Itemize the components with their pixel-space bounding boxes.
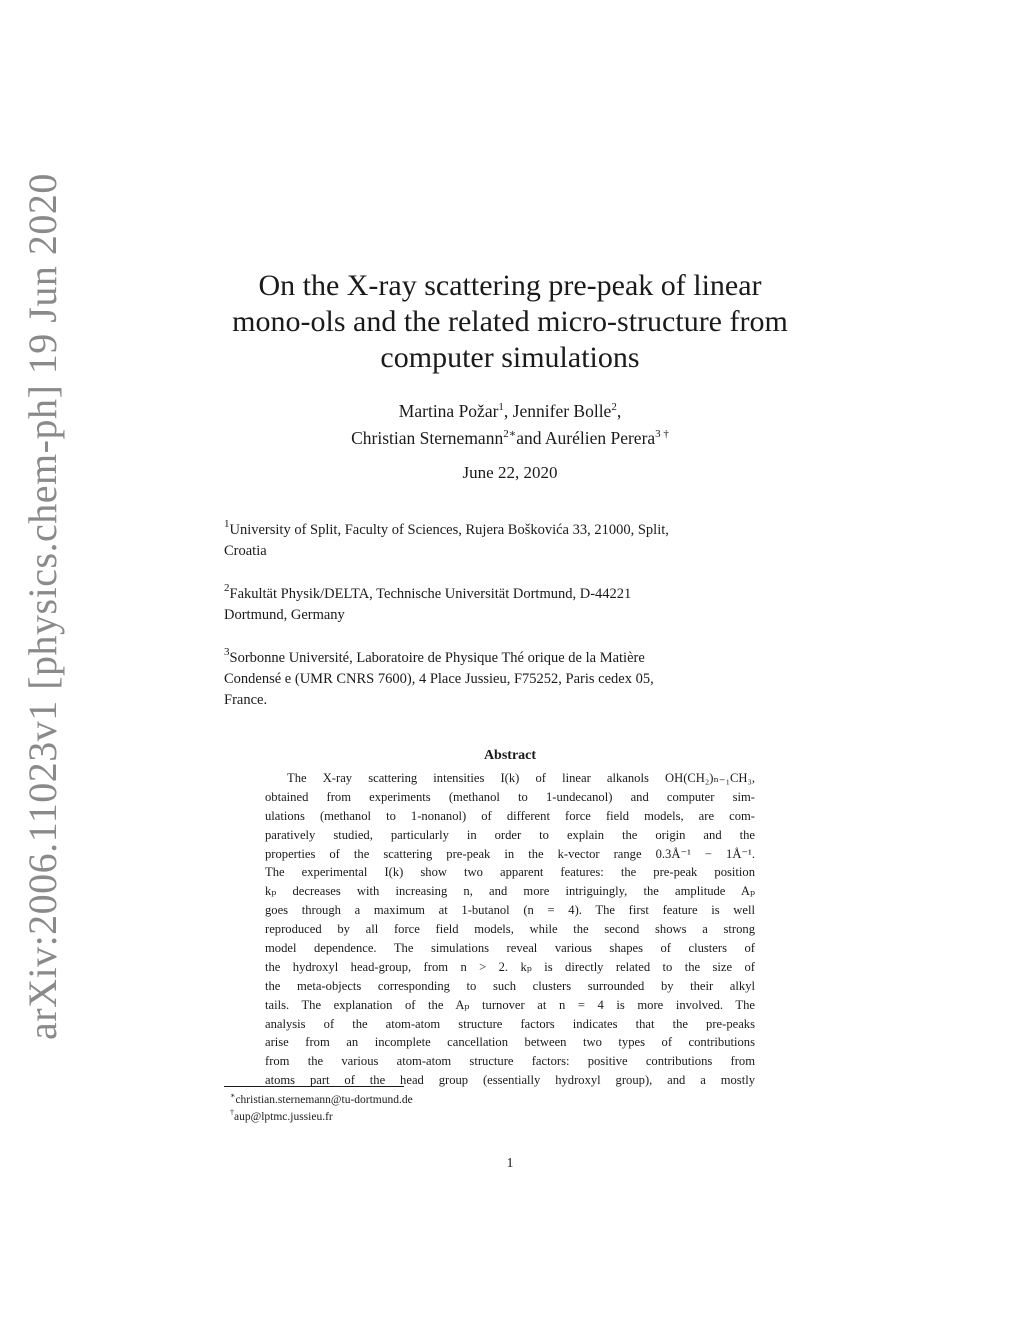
- footnote-divider: [224, 1086, 404, 1087]
- abstract-line: reproduced by all force field models, while the second shows a strong: [265, 922, 755, 937]
- publication-date: June 22, 2020: [462, 463, 558, 482]
- author-line: [230, 425, 790, 452]
- abstract-line: properties of the scattering pre-peak in the k-vector range 0.3Å⁻¹ − 1Å⁻¹.: [265, 846, 755, 861]
- affiliation-3: [224, 648, 769, 711]
- title-line: mono-ols and the related micro-structure from: [232, 305, 788, 338]
- affiliation-number: 1: [224, 518, 230, 530]
- arxiv-identifier: arXiv:2006.11023v1 [physics.chem-ph] 19 Jun 2020: [20, 173, 65, 1040]
- affiliation-text: Fakultät Physik/DELTA, Technische Universität Dortmund, D-44221: [229, 586, 632, 602]
- abstract-heading: Abstract: [483, 748, 537, 763]
- footnote-mark: †: [230, 1108, 234, 1117]
- affiliation-line: Dortmund, Germany: [224, 607, 345, 623]
- paper-title: [200, 268, 820, 376]
- abstract-line: ulations (methanol to 1-nonanol) of different force field models, are com-: [265, 808, 755, 823]
- title-line: On the X-ray scattering pre-peak of linear: [258, 269, 762, 302]
- affiliation-line: [224, 520, 769, 541]
- affiliation-number: 3: [224, 646, 230, 658]
- author-line: [230, 398, 790, 425]
- affiliation-line: Croatia: [224, 543, 267, 559]
- affiliation-line: France.: [224, 692, 268, 708]
- abstract-line: tails. The explanation of the Aₚ turnover at n = 4 is more involved. The: [265, 997, 755, 1012]
- affiliation-number: 2: [224, 582, 230, 594]
- abstract-line: arise from an incomplete cancellation between two types of contributions: [265, 1035, 755, 1050]
- footnote-email: [230, 1109, 630, 1126]
- abstract-line: analysis of the atom-atom structure factors indicates that the pre-peaks: [265, 1016, 755, 1031]
- abstract-line: model dependence. The simulations reveal various shapes of clusters of: [265, 941, 755, 956]
- footnote-email: [230, 1092, 630, 1109]
- abstract-line: kₚ decreases with increasing n, and more intriguingly, the amplitude Aₚ: [265, 884, 755, 899]
- author-separator: ,: [616, 401, 622, 421]
- footnotes: [230, 1092, 630, 1126]
- page-number: 1: [506, 1156, 514, 1171]
- title-line: computer simulations: [380, 341, 640, 374]
- affiliation-text: University of Split, Faculty of Sciences, Rujera Boškovića 33, 21000, Split,: [229, 522, 669, 538]
- affiliation-2: [224, 584, 769, 626]
- affiliation-mark: 1: [498, 401, 504, 413]
- footnote-mark: ∗: [230, 1091, 236, 1100]
- abstract-line: atoms part of the head group (essentially hydroxyl group), and a mostly: [265, 1073, 755, 1088]
- affiliation-1: [224, 520, 769, 562]
- abstract-line: from the various atom-atom structure factors: positive contributions from: [265, 1054, 755, 1069]
- author-name: Martina Požar: [398, 401, 499, 421]
- author-list: [230, 398, 790, 452]
- abstract-line: The X-ray scattering intensities I(k) of linear alkanols OH(CH₂)ₙ₋₁CH₃,: [287, 771, 755, 785]
- affiliation-mark: 3 †: [655, 428, 669, 440]
- affiliation-mark: 2∗: [503, 428, 517, 440]
- abstract-line: paratively studied, particularly in order to explain the origin and the: [265, 827, 755, 842]
- affiliation-line: [224, 584, 769, 605]
- abstract-line: the meta-objects corresponding to such clusters surrounded by their alkyl: [265, 978, 755, 993]
- affiliation-mark: 2: [611, 401, 617, 413]
- abstract-line: the hydroxyl head-group, from n > 2. kₚ is directly related to the size of: [265, 959, 755, 974]
- affiliation-line: Condensé e (UMR CNRS 7600), 4 Place Jussieu, F75252, Paris cedex 05,: [224, 671, 654, 687]
- affiliation-line: [224, 648, 769, 669]
- abstract-line: goes through a maximum at 1-butanol (n = 4). The first feature is well: [265, 903, 755, 918]
- author-name: , Jennifer Bolle: [503, 401, 612, 421]
- author-name: Christian Sternemann: [351, 428, 504, 448]
- footnote-text: christian.sternemann@tu-dortmund.de: [235, 1094, 413, 1106]
- author-name: and Aurélien Perera: [516, 428, 656, 448]
- abstract-body: [265, 769, 755, 1090]
- abstract-line: obtained from experiments (methanol to 1-undecanol) and computer sim-: [265, 789, 755, 804]
- abstract-line: The experimental I(k) show two apparent features: the pre-peak position: [265, 865, 755, 880]
- footnote-text: aup@lptmc.jussieu.fr: [234, 1111, 333, 1123]
- affiliation-text: Sorbonne Université, Laboratoire de Physique Thé orique de la Matière: [229, 650, 645, 666]
